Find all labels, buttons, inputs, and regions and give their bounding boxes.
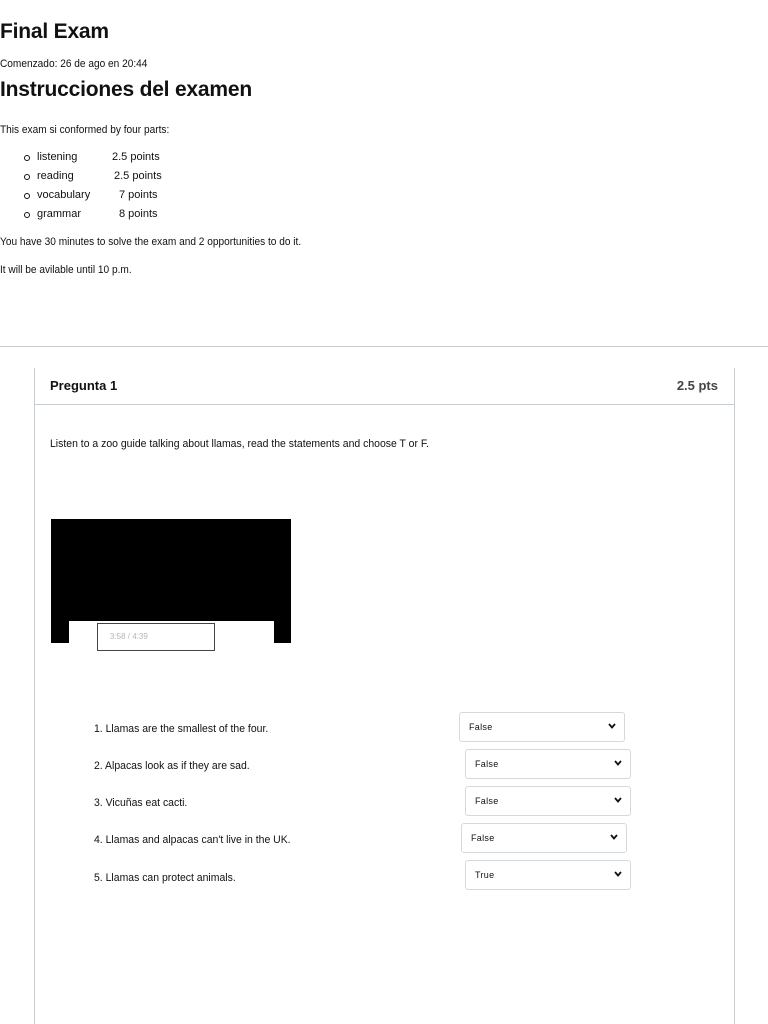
part-name: vocabulary (37, 189, 91, 201)
part-name: grammar (37, 208, 82, 220)
question-points: 2.5 pts (676, 378, 718, 393)
statement-text: 5. Llamas can protect animals. (94, 872, 236, 884)
time-info: You have 30 minutes to solve the exam and 2 opportunities to do it. (0, 236, 302, 248)
select-value: False (471, 833, 495, 843)
circle-bullet-icon (24, 155, 30, 161)
select-value: False (475, 759, 499, 769)
question-header (35, 368, 734, 405)
answer-select[interactable] (461, 823, 627, 853)
select-value: False (469, 722, 493, 732)
part-points: 8 points (119, 208, 158, 220)
part-points: 7 points (119, 189, 158, 201)
part-name: reading (37, 170, 74, 182)
statement-text: 2. Alpacas look as if they are sad. (94, 760, 250, 772)
circle-bullet-icon (24, 212, 30, 218)
answer-select[interactable] (465, 786, 631, 816)
answer-select[interactable] (465, 749, 631, 779)
answer-select[interactable] (459, 712, 625, 742)
chevron-down-icon (612, 793, 624, 807)
statement-text: 3. Vicuñas eat cacti. (94, 797, 188, 809)
part-points: 2.5 points (114, 170, 162, 182)
question-text: Listen to a zoo guide talking about llamas, read the statements and choose T or F. (50, 438, 429, 450)
circle-bullet-icon (24, 174, 30, 180)
circle-bullet-icon (24, 193, 30, 199)
section-divider (0, 346, 768, 347)
exam-title: Final Exam (0, 20, 109, 43)
select-value: True (475, 870, 495, 880)
question-card (34, 368, 735, 1024)
question-name: Pregunta 1 (50, 378, 118, 393)
answer-select[interactable] (465, 860, 631, 890)
media-time: 3:58 / 4:39 (110, 632, 148, 641)
statement-text: 1. Llamas are the smallest of the four. (94, 723, 269, 735)
chevron-down-icon (608, 830, 620, 844)
exam-started-time: Comenzado: 26 de ago en 20:44 (0, 58, 148, 70)
instructions-intro: This exam si conformed by four parts: (0, 124, 170, 136)
media-time-display (97, 623, 215, 651)
statement-text: 4. Llamas and alpacas can't live in the UK. (94, 834, 291, 846)
select-value: False (475, 796, 499, 806)
chevron-down-icon (612, 867, 624, 881)
media-player[interactable] (51, 519, 291, 643)
availability-info: It will be avilable until 10 p.m. (0, 264, 132, 276)
instructions-title: Instrucciones del examen (0, 78, 252, 101)
part-name: listening (37, 151, 78, 163)
chevron-down-icon (612, 756, 624, 770)
chevron-down-icon (606, 719, 618, 733)
part-points: 2.5 points (112, 151, 160, 163)
